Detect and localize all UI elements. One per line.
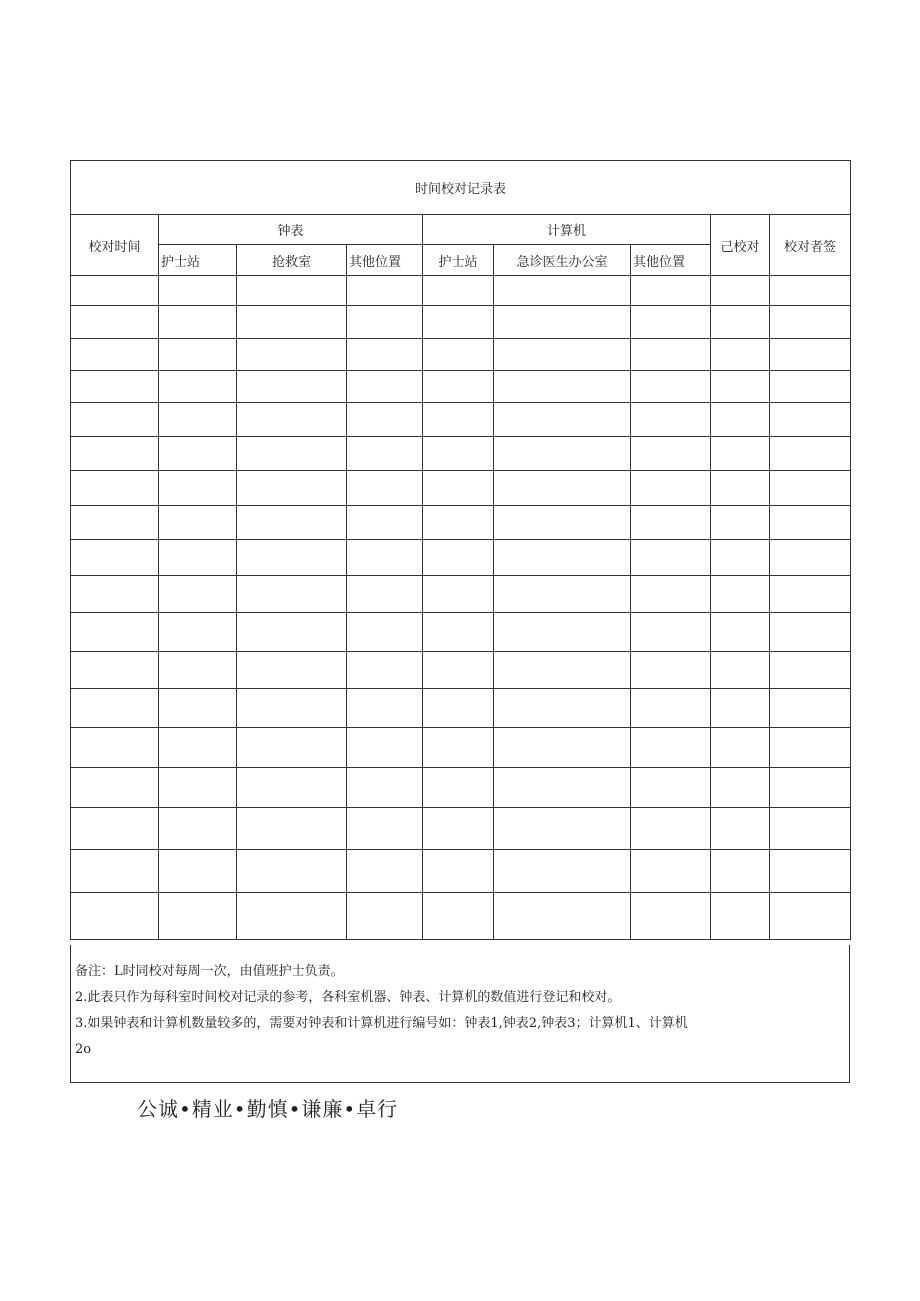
table-cell[interactable] <box>347 306 423 339</box>
header-clock-emergency-room: 抢救室 <box>237 245 347 276</box>
table-cell[interactable] <box>423 540 494 576</box>
table-cell[interactable] <box>494 576 631 613</box>
table-cell[interactable] <box>423 471 494 506</box>
table-cell[interactable] <box>494 540 631 576</box>
table-cell[interactable] <box>237 339 347 371</box>
table-cell[interactable] <box>71 808 159 850</box>
table-cell[interactable] <box>159 276 237 306</box>
table-cell[interactable] <box>159 850 237 893</box>
note-line-1: 备注：L时同校对每周一次，由值班护士负责。 <box>75 964 344 979</box>
table-cell[interactable] <box>711 540 770 576</box>
table-cell[interactable] <box>237 306 347 339</box>
table-cell[interactable] <box>770 471 851 506</box>
header-computer-doctor-office: 急诊医生办公室 <box>494 245 631 276</box>
table-cell[interactable] <box>423 768 494 808</box>
table-cell[interactable] <box>347 403 423 437</box>
table-cell[interactable] <box>159 808 237 850</box>
table-cell[interactable] <box>631 506 711 540</box>
table-cell[interactable] <box>711 339 770 371</box>
table-title: 时间校对记录表 <box>71 161 851 215</box>
table-cell[interactable] <box>347 437 423 471</box>
table-cell[interactable] <box>770 371 851 403</box>
table-cell[interactable] <box>347 471 423 506</box>
table-cell[interactable] <box>159 576 237 613</box>
table-cell[interactable] <box>711 276 770 306</box>
table-row <box>71 540 851 576</box>
table-cell[interactable] <box>159 339 237 371</box>
table-cell[interactable] <box>71 850 159 893</box>
table-cell[interactable] <box>711 613 770 652</box>
table-cell[interactable] <box>711 728 770 768</box>
table-cell[interactable] <box>494 371 631 403</box>
table-cell[interactable] <box>71 728 159 768</box>
table-cell[interactable] <box>159 613 237 652</box>
table-cell[interactable] <box>631 371 711 403</box>
table-cell[interactable] <box>711 306 770 339</box>
table-cell[interactable] <box>71 576 159 613</box>
table-cell[interactable] <box>631 540 711 576</box>
table-cell[interactable] <box>770 689 851 728</box>
table-cell[interactable] <box>631 437 711 471</box>
table-cell[interactable] <box>423 893 494 940</box>
table-cell[interactable] <box>711 652 770 689</box>
table-cell[interactable] <box>423 437 494 471</box>
table-cell[interactable] <box>770 850 851 893</box>
table-cell[interactable] <box>770 808 851 850</box>
table-cell[interactable] <box>71 403 159 437</box>
table-cell[interactable] <box>237 471 347 506</box>
table-cell[interactable] <box>237 768 347 808</box>
table-cell[interactable] <box>159 471 237 506</box>
table-cell[interactable] <box>631 339 711 371</box>
table-cell[interactable] <box>159 728 237 768</box>
table-cell[interactable] <box>347 276 423 306</box>
table-cell[interactable] <box>237 850 347 893</box>
table-cell[interactable] <box>159 689 237 728</box>
header-computer-nurse-station: 护士站 <box>423 245 494 276</box>
table-row <box>71 893 851 940</box>
header-computer-other: 其他位置 <box>631 245 711 276</box>
table-cell[interactable] <box>237 808 347 850</box>
table-cell[interactable] <box>237 506 347 540</box>
table-cell[interactable] <box>237 576 347 613</box>
table-cell[interactable] <box>347 371 423 403</box>
table-row <box>71 576 851 613</box>
table-cell[interactable] <box>71 506 159 540</box>
table-cell[interactable] <box>631 768 711 808</box>
table-row <box>71 403 851 437</box>
table-cell[interactable] <box>71 471 159 506</box>
table-cell[interactable] <box>159 652 237 689</box>
note-line-4: 2o <box>75 1042 92 1057</box>
table-cell[interactable] <box>631 613 711 652</box>
table-cell[interactable] <box>770 306 851 339</box>
table-cell[interactable] <box>631 403 711 437</box>
table-cell[interactable] <box>711 371 770 403</box>
table-cell[interactable] <box>494 339 631 371</box>
table-cell[interactable] <box>71 276 159 306</box>
table-cell[interactable] <box>347 808 423 850</box>
table-cell[interactable] <box>71 613 159 652</box>
table-cell[interactable] <box>347 506 423 540</box>
table-cell[interactable] <box>631 689 711 728</box>
table-cell[interactable] <box>423 689 494 728</box>
motto: 公诚•精业•勤慎•谦廉•卓行 <box>137 1097 399 1121</box>
header-checked: 己校对 <box>711 215 770 276</box>
table-cell[interactable] <box>71 371 159 403</box>
table-cell[interactable] <box>159 506 237 540</box>
table-cell[interactable] <box>631 276 711 306</box>
table-cell[interactable] <box>237 652 347 689</box>
table-cell[interactable] <box>423 652 494 689</box>
table-cell[interactable] <box>71 437 159 471</box>
table-cell[interactable] <box>494 506 631 540</box>
table-cell[interactable] <box>347 576 423 613</box>
table-cell[interactable] <box>631 728 711 768</box>
table-cell[interactable] <box>423 339 494 371</box>
table-cell[interactable] <box>423 576 494 613</box>
table-cell[interactable] <box>423 506 494 540</box>
note-line-3: 3.如果钟表和计算机数量较多的，需要对钟表和计算机进行编号如：钟表1,钟表2,钟表3；计算机1、计算机 <box>75 1016 688 1031</box>
table-cell[interactable] <box>711 576 770 613</box>
table-cell[interactable] <box>631 808 711 850</box>
table-cell[interactable] <box>770 728 851 768</box>
notes-section <box>70 945 850 1083</box>
table-cell[interactable] <box>711 850 770 893</box>
table-cell[interactable] <box>494 850 631 893</box>
table-cell[interactable] <box>237 403 347 437</box>
table-cell[interactable] <box>71 893 159 940</box>
table-cell[interactable] <box>347 850 423 893</box>
table-row <box>71 506 851 540</box>
header-computer: 计算机 <box>423 215 711 245</box>
table-cell[interactable] <box>237 437 347 471</box>
table-cell[interactable] <box>159 306 237 339</box>
table-cell[interactable] <box>71 689 159 728</box>
table-cell[interactable] <box>237 276 347 306</box>
table-cell[interactable] <box>770 339 851 371</box>
table-cell[interactable] <box>347 652 423 689</box>
table-cell[interactable] <box>423 306 494 339</box>
table-cell[interactable] <box>237 613 347 652</box>
table-cell[interactable] <box>71 540 159 576</box>
table-cell[interactable] <box>71 339 159 371</box>
table-cell[interactable] <box>711 471 770 506</box>
table-cell[interactable] <box>423 403 494 437</box>
table-cell[interactable] <box>237 893 347 940</box>
table-cell[interactable] <box>494 893 631 940</box>
table-cell[interactable] <box>711 506 770 540</box>
table-cell[interactable] <box>159 437 237 471</box>
table-cell[interactable] <box>631 652 711 689</box>
header-check-time: 校对时间 <box>71 215 159 276</box>
table-cell[interactable] <box>770 576 851 613</box>
table-cell[interactable] <box>631 576 711 613</box>
table-cell[interactable] <box>347 768 423 808</box>
table-row <box>71 728 851 768</box>
table-cell[interactable] <box>237 689 347 728</box>
table-cell[interactable] <box>423 276 494 306</box>
table-cell[interactable] <box>770 893 851 940</box>
table-cell[interactable] <box>631 850 711 893</box>
table-cell[interactable] <box>423 613 494 652</box>
table-row <box>71 471 851 506</box>
table-cell[interactable] <box>494 728 631 768</box>
table-cell[interactable] <box>631 306 711 339</box>
table-cell[interactable] <box>711 689 770 728</box>
table-cell[interactable] <box>237 728 347 768</box>
table-cell[interactable] <box>237 371 347 403</box>
table-cell[interactable] <box>711 808 770 850</box>
header-clock-nurse-station: 护士站 <box>159 245 237 276</box>
table-cell[interactable] <box>71 306 159 339</box>
table-cell[interactable] <box>347 689 423 728</box>
table-cell[interactable] <box>159 893 237 940</box>
table-cell[interactable] <box>494 471 631 506</box>
table-row <box>71 437 851 471</box>
table-cell[interactable] <box>494 437 631 471</box>
table-cell[interactable] <box>770 437 851 471</box>
note-line-2: 2.此表只作为每科室时间校对记录的参考，各科室机器、钟表、计算机的数值进行登记和校对。 <box>75 990 621 1005</box>
table-row <box>71 850 851 893</box>
table-cell[interactable] <box>423 371 494 403</box>
table-cell[interactable] <box>494 652 631 689</box>
table-row <box>71 339 851 371</box>
time-check-table <box>70 160 851 940</box>
table-cell[interactable] <box>347 540 423 576</box>
table-cell[interactable] <box>237 540 347 576</box>
table-cell[interactable] <box>770 613 851 652</box>
table-cell[interactable] <box>631 471 711 506</box>
table-cell[interactable] <box>494 306 631 339</box>
table-row <box>71 613 851 652</box>
table-row <box>71 768 851 808</box>
table-cell[interactable] <box>770 540 851 576</box>
table-row <box>71 276 851 306</box>
table-cell[interactable] <box>494 403 631 437</box>
table-cell[interactable] <box>770 403 851 437</box>
table-cell[interactable] <box>711 403 770 437</box>
table-cell[interactable] <box>494 768 631 808</box>
table-row <box>71 689 851 728</box>
table-cell[interactable] <box>159 768 237 808</box>
table-cell[interactable] <box>159 540 237 576</box>
table-cell[interactable] <box>347 893 423 940</box>
header-clock-other: 其他位置 <box>347 245 423 276</box>
table-cell[interactable] <box>494 808 631 850</box>
table-cell[interactable] <box>770 652 851 689</box>
table-cell[interactable] <box>347 613 423 652</box>
table-cell[interactable] <box>71 652 159 689</box>
table-cell[interactable] <box>347 339 423 371</box>
table-cell[interactable] <box>159 403 237 437</box>
table-cell[interactable] <box>423 728 494 768</box>
table-cell[interactable] <box>494 276 631 306</box>
header-signer: 校对者签 <box>770 215 851 276</box>
table-cell[interactable] <box>711 893 770 940</box>
table-cell[interactable] <box>770 506 851 540</box>
table-cell[interactable] <box>71 768 159 808</box>
header-clock: 钟表 <box>159 215 423 245</box>
table-row <box>71 808 851 850</box>
table-row <box>71 306 851 339</box>
table-cell[interactable] <box>423 850 494 893</box>
table-cell[interactable] <box>770 276 851 306</box>
table-cell[interactable] <box>347 728 423 768</box>
table-cell[interactable] <box>711 437 770 471</box>
table-cell[interactable] <box>631 893 711 940</box>
table-cell[interactable] <box>494 689 631 728</box>
table-cell[interactable] <box>423 808 494 850</box>
table-cell[interactable] <box>159 371 237 403</box>
table-row <box>71 652 851 689</box>
table-cell[interactable] <box>711 768 770 808</box>
table-cell[interactable] <box>770 768 851 808</box>
table-row <box>71 371 851 403</box>
table-cell[interactable] <box>494 613 631 652</box>
